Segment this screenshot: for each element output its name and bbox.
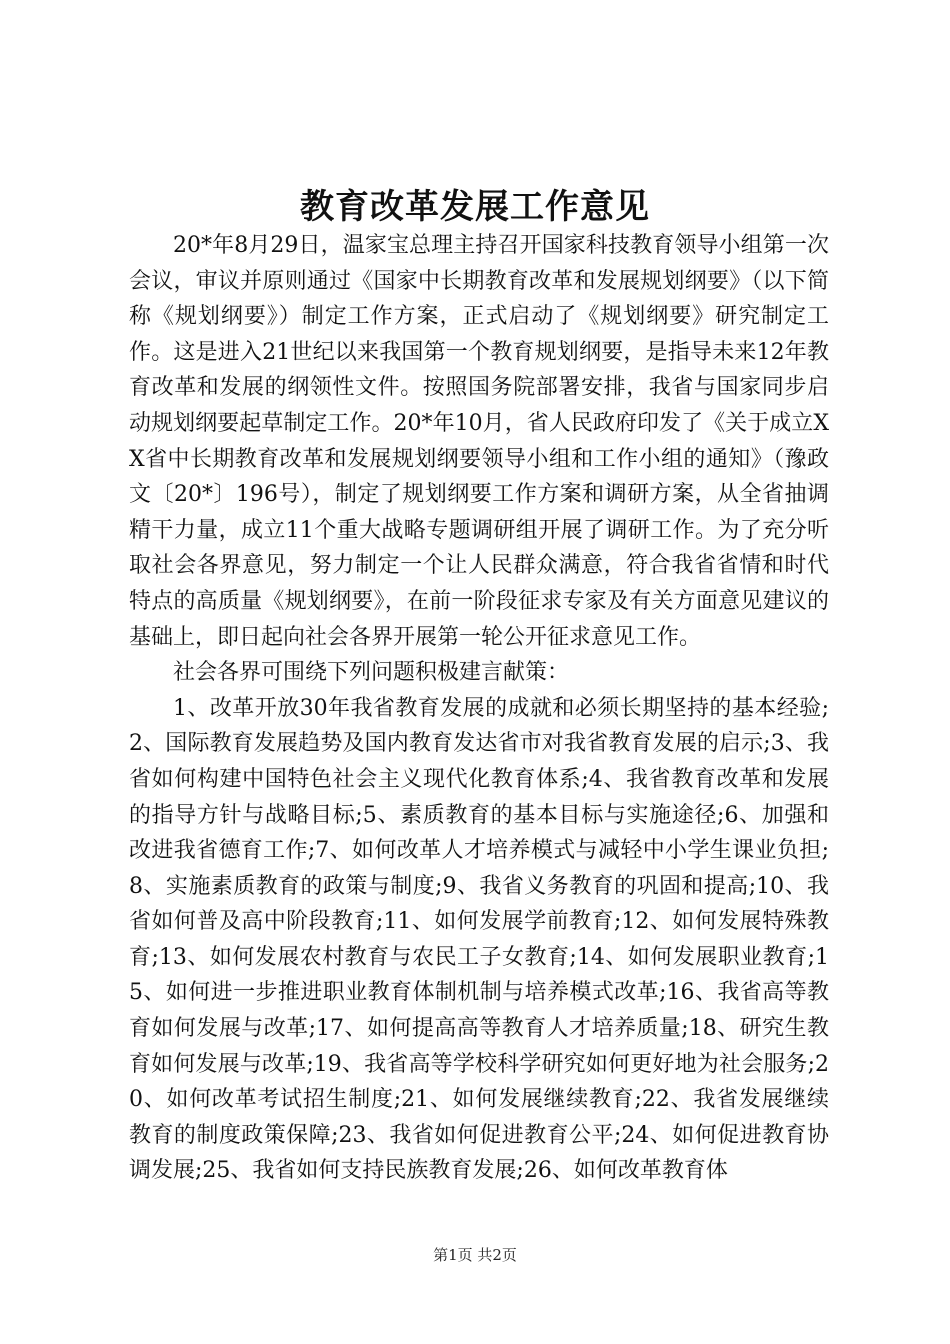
document-body [129, 228, 829, 1189]
document-title: 教育改革发展工作意见 [300, 187, 650, 227]
suggestion-intro-paragraph: 社会各界可围绕下列问题积极建言献策： [173, 660, 570, 686]
topic-list-paragraph: 1、改革开放30年我省教育发展的成就和必须长期坚持的基本经验;2、国际教育发展趋势及国内教育发达省市对我省教育发展的启示;3、我省如何构建中国特色社会主义现代化教育体系;4、我省教育改革和发展的指导方针与战略目标;5、素质教育的基本目标与实施途径;6、加强和改进我省德育工作;7、如何改革人才培养模式与减轻中小学生课业负担;8、实施素质教育的政策与制度;9、我省义务教育的巩固和提高;10、我省如何普及高中阶段教育;11、如何发展学前教育;12、如何发展特殊教育;13、如何发展农村教育与农民工子女教育;14、如何发展职业教育;15、如何进一步推进职业教育体制机制与培养模式改革;16、我省高等教育如何发展与改革;17、如何提高高等教育人才培养质量;18、研究生教育如何发展与改革;19、我省高等学校科学研究如何更好地为社会服务;20、如何改革考试招生制度;21、如何发展继续教育;22、我省发展继续教育的制度政策保障;23、我省如何促进教育公平;24、如何促进教育协调发展;25、我省如何支持民族教育发展;26、如何改革教育体 [129, 695, 829, 1184]
page-number-footer: 第1页 共2页 [433, 1246, 517, 1264]
intro-paragraph: 20*年8月29日，温家宝总理主持召开国家科技教育领导小组第一次会议，审议并原则通过《国家中长期教育改革和发展规划纲要》（以下简称《规划纲要》）制定工作方案，正式启动了《规划纲要》研究制定工作。这是进入21世纪以来我国第一个教育规划纲要，是指导未来12年教育改革和发展的纲领性文件。按照国务院部署安排，我省与国家同步启动规划纲要起草制定工作。20*年10月，省人民政府印发了《关于成立XX省中长期教育改革和发展规划纲要领导小组和工作小组的通知》（豫政文〔20*〕196号），制定了规划纲要工作方案和调研方案，从全省抽调精干力量，成立11个重大战略专题调研组开展了调研工作。为了充分听取社会各界意见，努力制定一个让人民群众满意，符合我省省情和时代特点的高质量《规划纲要》，在前一阶段征求专家及有关方面意见建议的基础上，即日起向社会各界开展第一轮公开征求意见工作。 [129, 233, 829, 650]
